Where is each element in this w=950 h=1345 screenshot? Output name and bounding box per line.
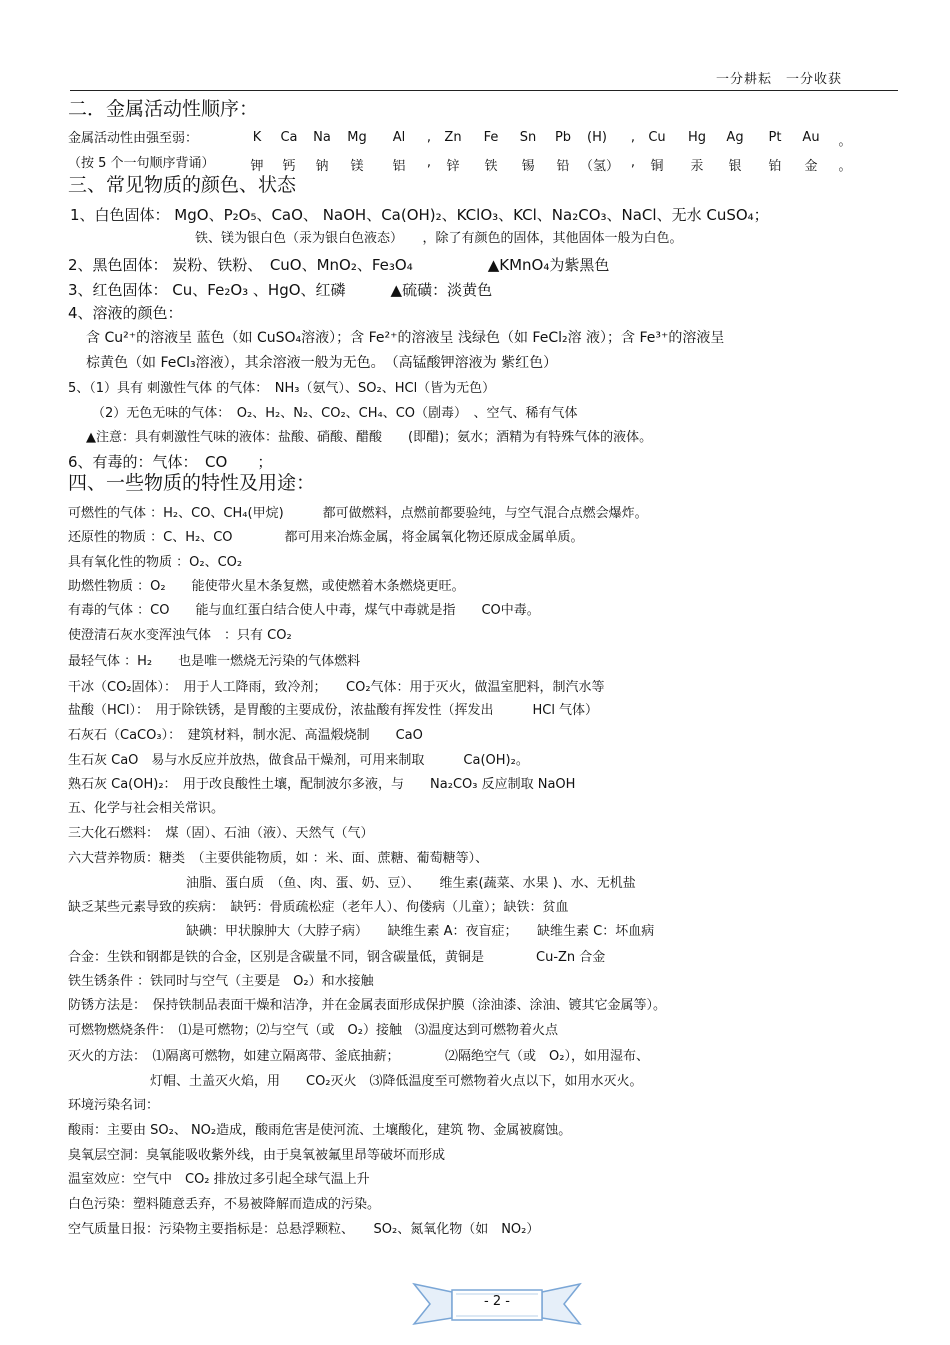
metal-mnemonic-char: 铝 (392, 159, 406, 174)
metal-symbol: Mg (347, 130, 367, 145)
metal-mnemonic-char: 金 (804, 159, 818, 174)
page-number-ribbon (412, 1278, 582, 1330)
metal-mnemonic-char: 银 (728, 159, 742, 174)
metal-mnemonic-char: , (630, 155, 636, 170)
society-line-2: 六大营养物质：糖类 （主要供能物质，如 ：米、面、蔗糖、葡萄糖等）、 (68, 851, 489, 866)
society-line-10: 灭火的方法： ⑴隔离可燃物，如建立隔离带、釜底抽薪； ⑵隔绝空气（或 O₂），如用湿布、 (68, 1049, 649, 1064)
section-title-metal-activity: 二．金属活动性顺序： (68, 98, 259, 120)
society-line-9: 可燃物燃烧条件： ⑴是可燃物；⑵与空气（或 O₂）接触 ⑶温度达到可燃物着火点 (68, 1023, 558, 1038)
white-solids-line: 1、白色固体： MgO、P₂O₅、CaO、 NaOH、Ca(OH)₂、KClO₃、KCl、Na₂CO₃、NaCl、无水 CuSO₄； (70, 206, 769, 224)
property-line-11: 生石灰 CaO 易与水反应并放热，做食品干燥剂，可用来制取 Ca(OH)₂。 (68, 753, 529, 768)
property-line-3: 具有氧化性的物质 ：O₂、CO₂ (68, 555, 243, 570)
society-line-5: 缺碘：甲状腺肿大（大脖子病） 缺维生素 A：夜盲症； 缺维生素 C：坏血病 (186, 924, 655, 939)
property-line-10: 石灰石（CaCO₃）： 建筑材料，制水泥、高温煅烧制 CaO (68, 728, 423, 743)
section-title-properties-uses: 四、一些物质的特性及用途： (68, 472, 316, 494)
metal-symbol: Ag (726, 130, 744, 145)
metal-symbol: Al (392, 130, 406, 145)
society-line-12: 环境污染名词： (68, 1098, 160, 1113)
metal-symbol: Pt (768, 130, 782, 145)
odorless-gases-line: （2）无色无味的气体： O₂、H₂、N₂、CO₂、CH₄、CO（剧毒） 、空气、稀有气体 (92, 406, 578, 421)
metal-mnemonic-char: 铂 (768, 159, 782, 174)
metal-mnemonic-char: 钙 (282, 159, 296, 174)
irritant-liquids-note: ▲注意：具有刺激性气味的液体：盐酸、硝酸、醋酸 (即醋)；氨水；酒精为有特殊气体的液体。 (86, 430, 653, 445)
society-line-3: 油脂、蛋白质 （鱼、肉、蛋、奶、豆）、 维生素(蔬菜、水果 )、水、无机盐 (186, 876, 636, 891)
metal-mnemonic-char: 。 (838, 159, 852, 174)
solution-colors-line-2: 棕黄色（如 FeCl₃溶液），其余溶液一般为无色。 （高锰酸钾溶液为 紫红色） (86, 355, 558, 371)
metal-mnemonic-char: 锡 (521, 159, 535, 174)
property-line-8: 干冰（CO₂固体）： 用于人工降雨，致冷剂； CO₂气体：用于灭火，做温室肥料，制汽水等 (68, 680, 605, 695)
black-solids-line: 2、黑色固体： 炭粉、铁粉、 CuO、MnO₂、Fe₃O₄ ▲KMnO₄为紫黑色 (68, 256, 610, 274)
metal-symbol: Zn (444, 130, 462, 145)
property-line-6: 使澄清石灰水变浑浊气体 ：只有 CO₂ (68, 628, 292, 643)
property-line-7: 最轻气体 ：H₂ 也是唯一燃烧无污染的气体燃料 (68, 654, 361, 669)
metal-symbol: Na (313, 130, 331, 145)
irritant-gases-line: 5、（1）具有 刺激性气体 的气体： NH₃（氨气）、SO₂、HCl（皆为无色） (68, 381, 496, 396)
solution-colors-line-1: 含 Cu²⁺的溶液呈 蓝色（如 CuSO₄溶液）；含 Fe²⁺的溶液呈 浅绿色（如 FeCl₂溶 液）；含 Fe³⁺的溶液呈 (86, 330, 725, 346)
society-line-4: 缺乏某些元素导致的疾病： 缺钙：骨质疏松症（老年人）、佝偻病（儿童）；缺铁：贫血 (68, 900, 569, 915)
metal-symbol: K (252, 130, 262, 145)
metal-symbol: , (630, 130, 636, 145)
property-line-9: 盐酸（HCl）： 用于除铁锈，是胃酸的主要成份，浓盐酸有挥发性（挥发出 HCl 气体） (68, 703, 599, 718)
society-line-1: 三大化石燃料： 煤（固）、石油（液）、天然气（气） (68, 826, 374, 841)
metal-mnemonic-char: （氢） (580, 159, 620, 174)
white-solids-note: 铁、镁为银白色（汞为银白色液态） ，除了有颜色的固体，其他固体一般为白色。 (195, 231, 683, 246)
metal-mnemonic-char: 镁 (350, 159, 364, 174)
metal-symbol: Ca (280, 130, 298, 145)
society-line-17: 空气质量日报：污染物主要指标是：总悬浮颗粒、 SO₂、氮氧化物（如 NO₂） (68, 1222, 540, 1237)
section-title-society: 五、化学与社会相关常识。 (68, 801, 225, 816)
metal-mnemonic-char: 铅 (556, 159, 570, 174)
metal-symbol: 。 (838, 134, 852, 149)
society-line-11: 灯帽、土盖灭火焰，用 CO₂灭火 ⑶降低温度至可燃物着火点以下，如用水灭火。 (150, 1074, 643, 1089)
toxic-gas-line: 6、有毒的：气体： CO ； (68, 453, 273, 471)
property-line-1: 可燃性的气体 ：H₂、CO、CH₄(甲烷) 都可做燃料，点燃前都要验纯，与空气混合点燃会爆炸。 (68, 506, 648, 521)
red-solids-line: 3、红色固体： Cu、Fe₂O₃ 、HgO、红磷 ▲硫磺：淡黄色 (68, 281, 493, 299)
society-line-7: 铁生锈条件 ：铁同时与空气（主要是 O₂）和水接触 (68, 974, 374, 989)
society-line-8: 防锈方法是： 保持铁制品表面干燥和洁净，并在金属表面形成保护膜（涂油漆、涂油、镀其它金属等）。 (68, 998, 667, 1013)
solution-colors-heading: 4、溶液的颜色： (68, 304, 183, 322)
section-title-colors-states: 三、常见物质的颜色、状态 (68, 174, 297, 196)
property-line-4: 助燃性物质 ：O₂ 能使带火星木条复燃，或使燃着木条燃烧更旺。 (68, 579, 465, 594)
property-line-2: 还原性的物质 ：C、H₂、CO 都可用来冶炼金属，将金属氧化物还原成金属单质。 (68, 530, 584, 545)
metal-symbol: (H) (587, 130, 607, 145)
metal-mnemonic-char: , (426, 155, 432, 170)
society-line-6: 合金：生铁和钢都是铁的合金，区别是含碳量不同，钢含碳量低，黄铜是 Cu-Zn 合金 (68, 950, 606, 965)
society-line-15: 温室效应：空气中 CO₂ 排放过多引起全球气温上升 (68, 1172, 370, 1187)
metal-symbol: Pb (554, 130, 572, 145)
mnemonic-label: （按 5 个一句顺序背诵） (68, 156, 215, 171)
metal-mnemonic-char: 铁 (484, 159, 498, 174)
metal-symbol: , (426, 130, 432, 145)
metal-symbol: Au (802, 130, 820, 145)
page-number: - 2 - (484, 1294, 510, 1309)
property-line-12: 熟石灰 Ca(OH)₂： 用于改良酸性土壤，配制波尔多液，与 Na₂CO₃ 反应制取 NaOH (68, 777, 576, 792)
property-line-5: 有毒的气体 ：CO 能与血红蛋白结合使人中毒，煤气中毒就是指 CO中毒。 (68, 603, 540, 618)
metal-mnemonic-char: 钠 (315, 159, 329, 174)
metal-symbol: Hg (687, 130, 707, 145)
metal-order-label: 金属活动性由强至弱： (68, 131, 199, 146)
metal-symbol: Cu (648, 130, 666, 145)
metal-symbol: Fe (483, 130, 499, 145)
society-line-14: 臭氧层空洞：臭氧能吸收紫外线，由于臭氧被氟里昂等破坏而形成 (68, 1148, 446, 1163)
metal-mnemonic-char: 钾 (250, 159, 264, 174)
society-line-16: 白色污染：塑料随意丢弃，不易被降解而造成的污染。 (68, 1197, 381, 1212)
society-line-13: 酸雨：主要由 SO₂、 NO₂造成，酸雨危害是使河流、土壤酸化，建筑 物、金属被腐蚀。 (68, 1123, 572, 1138)
header-motto: 一分耕耘 一分收获 (715, 72, 842, 87)
page-header (70, 64, 898, 91)
metal-mnemonic-char: 锌 (446, 159, 460, 174)
metal-mnemonic-char: 铜 (650, 159, 664, 174)
metal-symbol: Sn (519, 130, 537, 145)
metal-mnemonic-char: 汞 (690, 159, 704, 174)
